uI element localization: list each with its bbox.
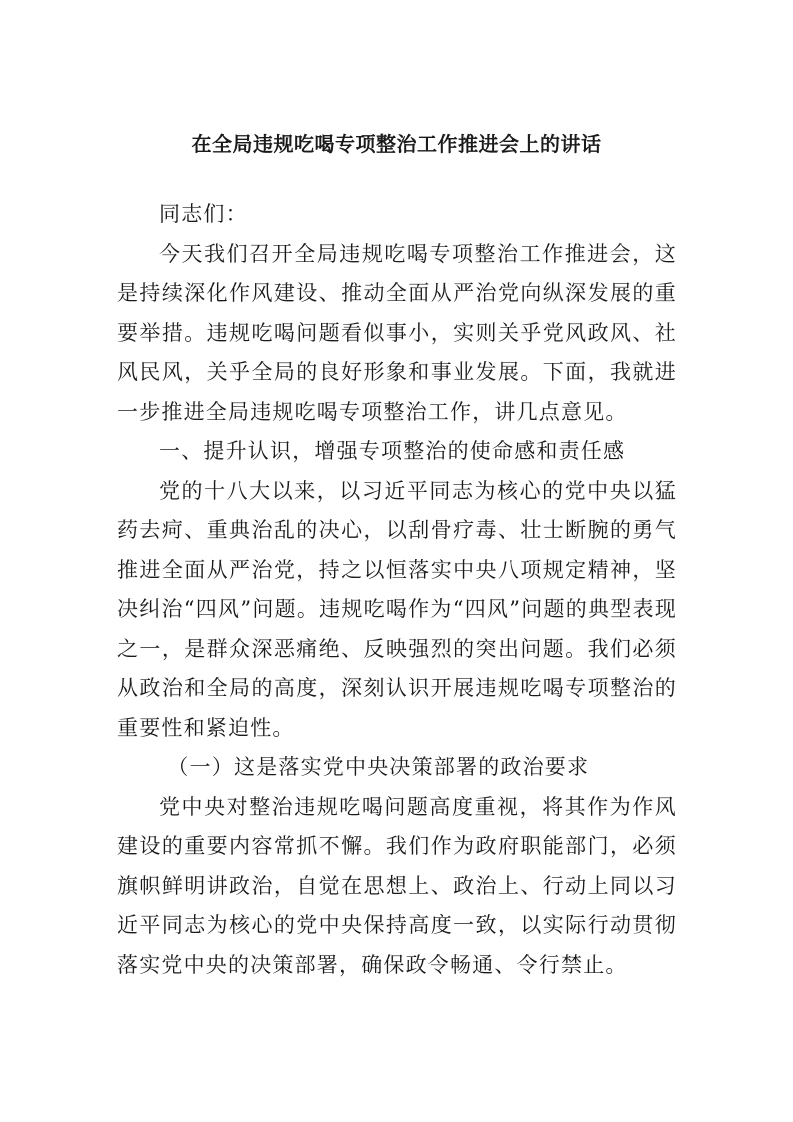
document-body	[117, 195, 677, 985]
greeting: 同志们：	[159, 202, 248, 226]
paragraph-intro: 今天我们召开全局违规吃喝专项整治工作推进会，这是持续深化作风建设、推动全面从严治党向纵深发展的重要举措。违规吃喝问题看似事小，实则关乎党风政风、社风民风，关乎全局的良好形象和事业发展。下面，我就进一步推进全局违规吃喝专项整治工作，讲几点意见。	[117, 241, 677, 424]
section-heading-1: 一、提升认识，增强专项整治的使命感和责任感	[159, 439, 626, 463]
subsection-heading-1: （一）这是落实党中央决策部署的政治要求	[167, 755, 590, 779]
paragraph-section-1: 党的十八大以来，以习近平同志为核心的党中央以猛药去疴、重典治乱的决心，以刮骨疗毒、壮士断腕的勇气推进全面从严治党，持之以恒落实中央八项规定精神，坚决纠治“四风”问题。违规吃喝作为“四风”问题的典型表现之一，是群众深恶痛绝、反映强烈的突出问题。我们必须从政治和全局的高度，深刻认识开展违规吃喝专项整治的重要性和紧迫性。	[117, 478, 677, 740]
document-title: 在全局违规吃喝专项整治工作推进会上的讲话	[191, 132, 602, 156]
paragraph-subsection-1: 党中央对整治违规吃喝问题高度重视，将其作为作风建设的重要内容常抓不懈。我们作为政府职能部门，必须旗帜鲜明讲政治，自觉在思想上、政治上、行动上同以习近平同志为核心的党中央保持高度一致，以实际行动贯彻落实党中央的决策部署，确保政令畅通、令行禁止。	[117, 794, 677, 977]
